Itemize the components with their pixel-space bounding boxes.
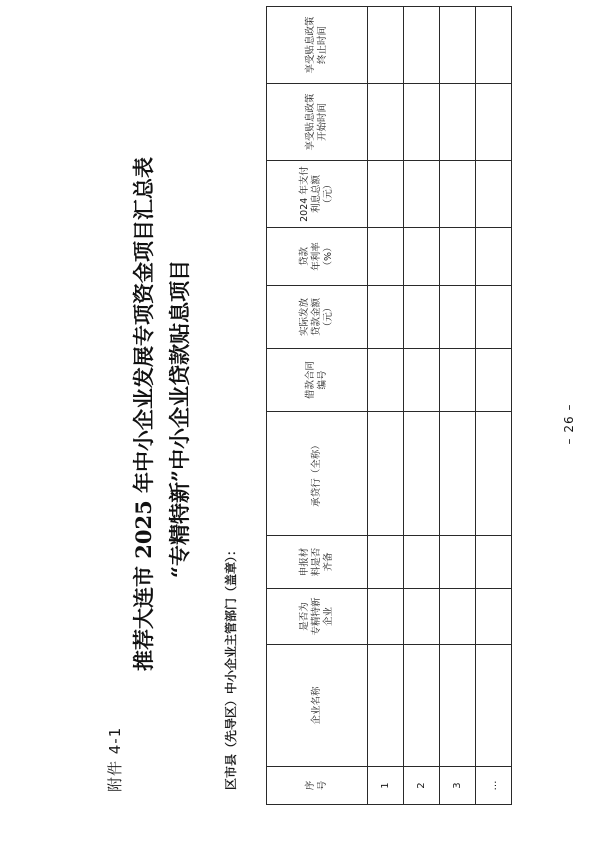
table-cell: [368, 228, 404, 286]
table-header-row: [267, 7, 368, 805]
row-index: …: [476, 767, 512, 805]
table-cell: [368, 7, 404, 84]
table-cell: [476, 7, 512, 84]
table-cell: [368, 536, 404, 589]
header-company-name: 企业名称: [267, 645, 368, 767]
header-seq: 序 号: [267, 767, 368, 805]
header-contract-number: 借款合同 编号: [267, 349, 368, 412]
table-cell: [440, 286, 476, 349]
table-cell: [440, 645, 476, 767]
table-cell: [476, 84, 512, 161]
table-cell: [476, 536, 512, 589]
table-cell: [404, 349, 440, 412]
attachment-label: 附件 4-1: [106, 726, 124, 792]
page-number: – 26 –: [562, 403, 576, 445]
table-cell: [404, 7, 440, 84]
table-cell: [440, 589, 476, 645]
table-row: [404, 7, 440, 805]
table-cell: [476, 349, 512, 412]
table-cell: [404, 645, 440, 767]
header-subsidy-start: 享受贴息政策 开始时间: [267, 84, 368, 161]
header-subsidy-end: 享受贴息政策 终止时间: [267, 7, 368, 84]
table-cell: [404, 412, 440, 536]
table-cell: [404, 286, 440, 349]
table-row: [368, 7, 404, 805]
table-cell: [440, 161, 476, 228]
row-index: 3: [440, 767, 476, 805]
table-cell: [368, 286, 404, 349]
table-cell: [368, 589, 404, 645]
table-cell: [404, 589, 440, 645]
table-cell: [368, 645, 404, 767]
table-cell: [476, 589, 512, 645]
table-cell: [476, 412, 512, 536]
table-cell: [476, 228, 512, 286]
table-cell: [440, 349, 476, 412]
table-row: [440, 7, 476, 805]
table-cell: [368, 84, 404, 161]
table-cell: [440, 84, 476, 161]
header-interest-total: 2024 年支付 利息总额 （元）: [267, 161, 368, 228]
table-cell: [404, 536, 440, 589]
table-cell: [368, 412, 404, 536]
table-cell: [440, 412, 476, 536]
header-lending-bank: 承贷行（全称）: [267, 412, 368, 536]
document-title: 推荐大连市 2025 年中小企业发展专项资金项目汇总表: [131, 156, 156, 672]
table-cell: [476, 161, 512, 228]
table-cell: [476, 645, 512, 767]
header-interest-rate: 贷款 年利率 （%）: [267, 228, 368, 286]
header-is-specialized: 是否为 专精特新 企业: [267, 589, 368, 645]
row-index: 2: [404, 767, 440, 805]
table-cell: [440, 7, 476, 84]
header-loan-amount: 实际发放 贷款金额 （元）: [267, 286, 368, 349]
row-index: 1: [368, 767, 404, 805]
table-cell: [476, 286, 512, 349]
table-cell: [404, 84, 440, 161]
table-cell: [404, 228, 440, 286]
document-subtitle: “专精特新”中小企业贷款贴息项目: [167, 259, 192, 579]
table-cell: [404, 161, 440, 228]
table-cell: [368, 161, 404, 228]
table-cell: [440, 228, 476, 286]
summary-table: [266, 6, 512, 805]
table-cell: [440, 536, 476, 589]
table-cell: [368, 349, 404, 412]
table-row: [476, 7, 512, 805]
department-line: 区市县（先导区）中小企业主管部门（盖章）：: [224, 543, 238, 790]
header-materials-complete: 申报材 料是否 齐备: [267, 536, 368, 589]
